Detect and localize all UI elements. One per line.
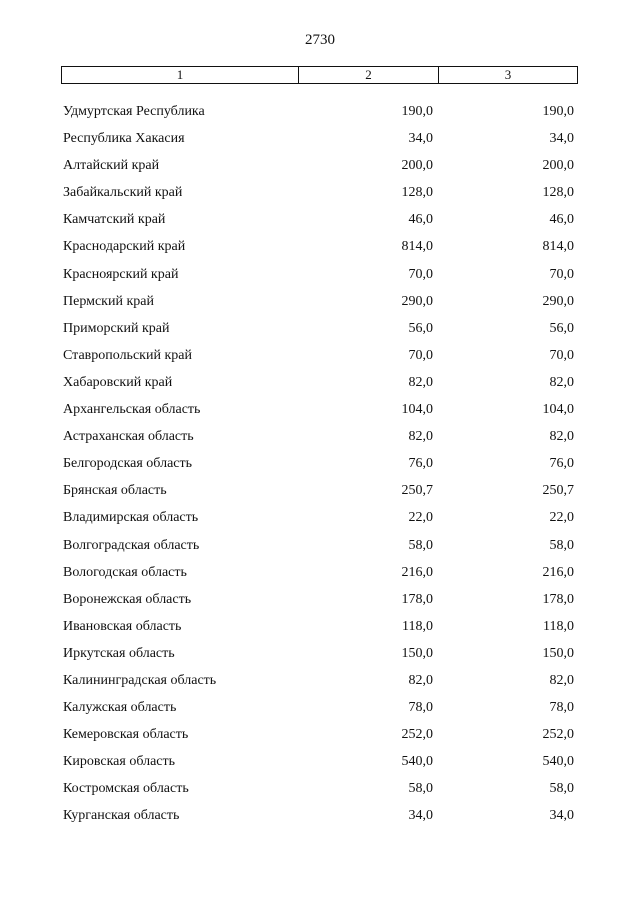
value-col-3: 118,0 bbox=[543, 618, 574, 634]
value-col-3: 290,0 bbox=[542, 293, 574, 309]
region-name: Курганская область bbox=[63, 808, 180, 824]
value-col-2: 290,0 bbox=[401, 293, 433, 309]
table-row bbox=[0, 456, 640, 483]
table-row bbox=[0, 483, 640, 510]
value-col-3: 56,0 bbox=[549, 320, 574, 336]
region-name: Вологодская область bbox=[63, 564, 187, 580]
value-col-3: 216,0 bbox=[542, 564, 574, 580]
value-col-2: 58,0 bbox=[408, 781, 433, 797]
table-row bbox=[0, 592, 640, 619]
value-col-3: 46,0 bbox=[549, 212, 574, 228]
value-col-3: 78,0 bbox=[549, 700, 574, 716]
value-col-2: 58,0 bbox=[408, 537, 433, 553]
value-col-2: 56,0 bbox=[408, 320, 433, 336]
column-header-row bbox=[61, 66, 578, 84]
table-row bbox=[0, 348, 640, 375]
region-name: Калужская область bbox=[63, 700, 177, 716]
value-col-2: 252,0 bbox=[401, 727, 433, 743]
region-name: Калининградская область bbox=[63, 672, 217, 688]
table-row bbox=[0, 429, 640, 456]
region-name: Кировская область bbox=[63, 754, 176, 770]
value-col-2: 190,0 bbox=[401, 104, 433, 119]
value-col-2: 82,0 bbox=[408, 672, 433, 688]
region-name: Костромская область bbox=[63, 781, 189, 797]
region-name: Брянская область bbox=[63, 483, 167, 499]
region-name: Забайкальский край bbox=[63, 185, 183, 201]
table-row bbox=[0, 510, 640, 537]
region-name: Приморский край bbox=[63, 320, 170, 336]
region-name: Белгородская область bbox=[63, 456, 193, 472]
value-col-2: 128,0 bbox=[401, 185, 433, 201]
value-col-2: 540,0 bbox=[401, 754, 433, 770]
value-col-2: 82,0 bbox=[408, 374, 433, 390]
value-col-3: 58,0 bbox=[549, 537, 574, 553]
table-row bbox=[0, 375, 640, 402]
region-name: Пермский край bbox=[63, 293, 154, 309]
page-number: 2730 bbox=[305, 32, 335, 48]
region-name: Воронежская область bbox=[63, 591, 192, 607]
value-col-3: 190,0 bbox=[542, 104, 574, 119]
column-header-3: 3 bbox=[504, 67, 512, 82]
value-col-2: 76,0 bbox=[408, 456, 433, 472]
value-col-3: 34,0 bbox=[549, 808, 574, 824]
region-name: Камчатский край bbox=[63, 212, 166, 228]
value-col-2: 216,0 bbox=[401, 564, 433, 580]
table-row bbox=[0, 185, 640, 212]
value-col-2: 200,0 bbox=[401, 158, 433, 174]
table-row bbox=[0, 754, 640, 781]
value-col-3: 82,0 bbox=[549, 429, 574, 445]
value-col-3: 200,0 bbox=[542, 158, 574, 174]
value-col-2: 70,0 bbox=[408, 347, 433, 363]
value-col-3: 22,0 bbox=[549, 510, 574, 526]
value-col-3: 70,0 bbox=[549, 266, 574, 282]
value-col-3: 70,0 bbox=[549, 347, 574, 363]
table-row bbox=[0, 808, 640, 835]
region-name: Кемеровская область bbox=[63, 727, 189, 743]
value-col-3: 34,0 bbox=[549, 131, 574, 147]
column-header-2: 2 bbox=[299, 67, 439, 83]
value-col-2: 150,0 bbox=[401, 645, 433, 661]
value-col-2: 22,0 bbox=[408, 510, 433, 526]
column-header-1: 1 bbox=[62, 67, 299, 83]
value-col-2: 814,0 bbox=[401, 239, 433, 255]
table-row bbox=[0, 673, 640, 700]
table-body bbox=[0, 104, 640, 836]
region-name: Алтайский край bbox=[63, 158, 160, 174]
table-row bbox=[0, 239, 640, 266]
value-col-2: 70,0 bbox=[408, 266, 433, 282]
value-col-2: 78,0 bbox=[408, 700, 433, 716]
region-name: Краснодарский край bbox=[63, 239, 186, 255]
table-row bbox=[0, 619, 640, 646]
region-name: Волгоградская область bbox=[63, 537, 200, 553]
table-row bbox=[0, 700, 640, 727]
value-col-2: 178,0 bbox=[401, 591, 433, 607]
value-col-3: 252,0 bbox=[542, 727, 574, 743]
table-row bbox=[0, 727, 640, 754]
value-col-2: 250,7 bbox=[401, 483, 433, 499]
value-col-2: 82,0 bbox=[408, 429, 433, 445]
value-col-2: 104,0 bbox=[401, 402, 433, 418]
value-col-3: 82,0 bbox=[549, 672, 574, 688]
value-col-3: 150,0 bbox=[542, 645, 574, 661]
table-row bbox=[0, 565, 640, 592]
value-col-2: 34,0 bbox=[408, 131, 433, 147]
region-name: Астраханская область bbox=[63, 429, 194, 445]
region-name: Удмуртская Республика bbox=[63, 104, 205, 119]
value-col-3: 178,0 bbox=[542, 591, 574, 607]
region-name: Ивановская область bbox=[63, 618, 182, 634]
value-col-2: 118,0 bbox=[402, 618, 433, 634]
table-row bbox=[0, 646, 640, 673]
region-name: Иркутская область bbox=[63, 645, 175, 661]
table-row bbox=[0, 538, 640, 565]
table-row bbox=[0, 781, 640, 808]
region-name: Ставропольский край bbox=[63, 347, 192, 363]
value-col-2: 34,0 bbox=[408, 808, 433, 824]
value-col-3: 76,0 bbox=[549, 456, 574, 472]
value-col-2: 46,0 bbox=[408, 212, 433, 228]
table-row bbox=[0, 267, 640, 294]
table-row bbox=[0, 212, 640, 239]
table-row bbox=[0, 158, 640, 185]
table-row bbox=[0, 402, 640, 429]
table-row bbox=[0, 294, 640, 321]
region-name: Республика Хакасия bbox=[63, 131, 185, 147]
region-name: Владимирская область bbox=[63, 510, 199, 526]
table-row bbox=[0, 131, 640, 158]
value-col-3: 104,0 bbox=[542, 402, 574, 418]
region-name: Архангельская область bbox=[63, 402, 201, 418]
value-col-3: 58,0 bbox=[549, 781, 574, 797]
region-name: Хабаровский край bbox=[63, 374, 173, 390]
value-col-3: 540,0 bbox=[542, 754, 574, 770]
table-row bbox=[0, 104, 640, 131]
value-col-3: 128,0 bbox=[542, 185, 574, 201]
region-name: Красноярский край bbox=[63, 266, 179, 282]
value-col-3: 250,7 bbox=[542, 483, 574, 499]
table-row bbox=[0, 321, 640, 348]
value-col-3: 814,0 bbox=[542, 239, 574, 255]
value-col-3: 82,0 bbox=[549, 374, 574, 390]
